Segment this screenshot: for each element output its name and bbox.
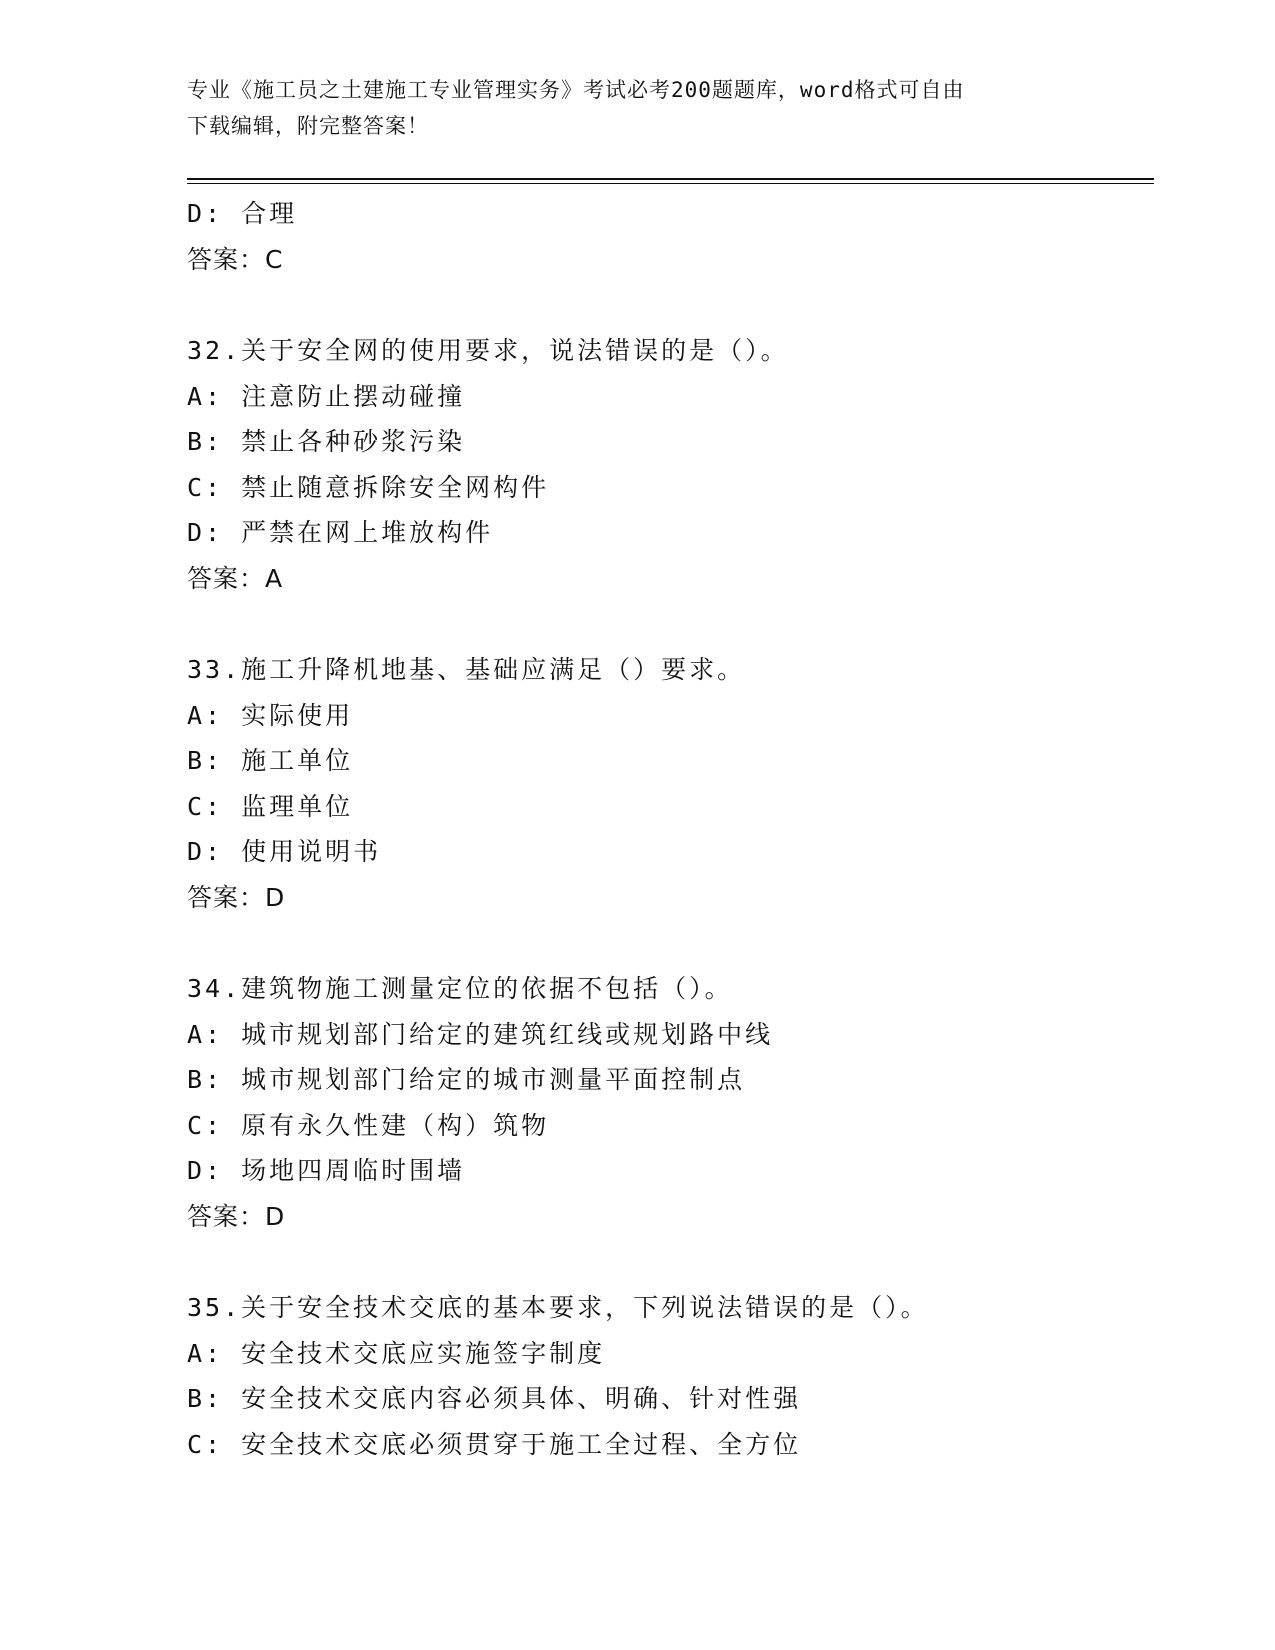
option-d: D: 场地四周临时围墙 <box>187 1156 466 1185</box>
question-stem: 33.施工升降机地基、基础应满足（）要求。 <box>187 655 746 684</box>
question-34 <box>187 966 1147 1239</box>
option-a: A: 注意防止摆动碰撞 <box>187 381 466 411</box>
option-a: A: 安全技术交底应实施签字制度 <box>187 1338 606 1368</box>
answer: 答案：D <box>187 882 286 912</box>
option-b: B: 安全技术交底内容必须具体、明确、针对性强 <box>187 1384 802 1413</box>
question-33 <box>187 647 1147 920</box>
option-d: D: 使用说明书 <box>187 837 382 866</box>
question-list <box>187 191 1147 1467</box>
header-line-1: 专业《施工员之土建施工专业管理实务》考试必考200题题库，word格式可自由 <box>187 78 965 102</box>
option-c: C: 安全技术交底必须贯穿于施工全过程、全方位 <box>187 1429 802 1459</box>
option-a: A: 城市规划部门给定的建筑红线或规划路中线 <box>187 1019 774 1049</box>
question-stem: 35.关于安全技术交底的基本要求，下列说法错误的是（）。 <box>187 1293 929 1322</box>
header-rule-thin <box>187 183 1154 184</box>
answer: 答案：A <box>187 563 284 593</box>
option-c: C: 原有永久性建（构）筑物 <box>187 1110 550 1140</box>
option-d: D: 合理 <box>187 199 298 228</box>
option-b: B: 城市规划部门给定的城市测量平面控制点 <box>187 1065 746 1094</box>
answer: 答案：C <box>187 244 284 274</box>
option-a: A: 实际使用 <box>187 700 354 730</box>
option-b: B: 禁止各种砂浆污染 <box>187 427 466 456</box>
header-line-2: 下载编辑，附完整答案！ <box>187 114 429 138</box>
question-stem: 34.建筑物施工测量定位的依据不包括（）。 <box>187 974 733 1003</box>
option-c: C: 监理单位 <box>187 791 354 821</box>
document-header <box>187 72 1087 144</box>
question-32 <box>187 328 1147 601</box>
header-rule-thick <box>187 178 1154 180</box>
question-35 <box>187 1285 1147 1467</box>
question-stem: 32.关于安全网的使用要求，说法错误的是（）。 <box>187 336 789 365</box>
option-c: C: 禁止随意拆除安全网构件 <box>187 472 550 502</box>
option-b: B: 施工单位 <box>187 746 354 775</box>
answer: 答案：D <box>187 1201 286 1231</box>
option-d: D: 严禁在网上堆放构件 <box>187 518 494 547</box>
